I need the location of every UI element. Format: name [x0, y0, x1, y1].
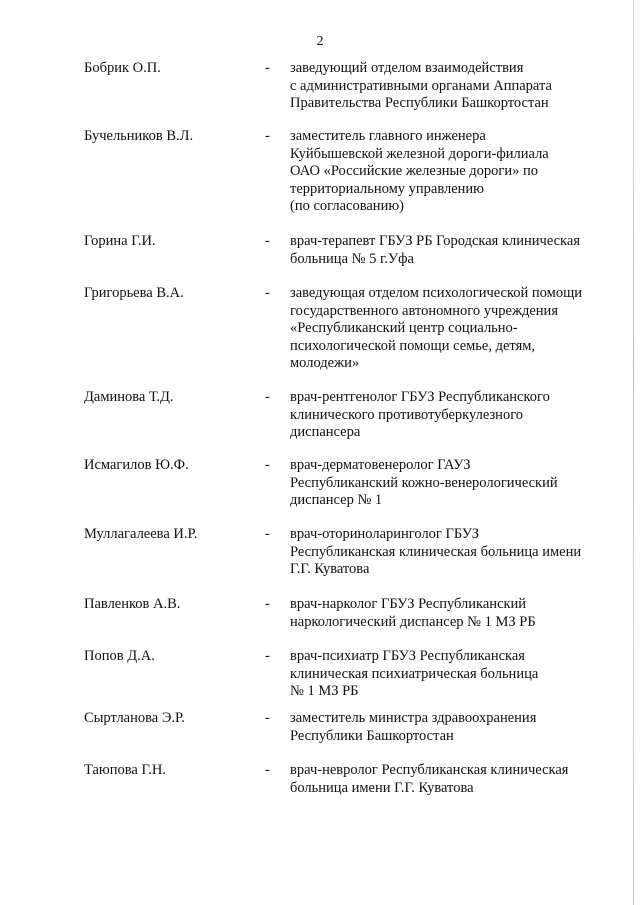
position-line: № 1 МЗ РБ	[290, 683, 359, 699]
member-position	[290, 648, 610, 701]
position-line: Республиканская клиническая больница имени	[290, 543, 582, 560]
position-line: Правительства Республики Башкортостан	[290, 95, 549, 111]
member-position	[290, 457, 610, 510]
position-line: молодежи»	[290, 355, 360, 371]
member-name: Сыртланова Э.Р.	[84, 710, 185, 726]
separator-dash: -	[265, 526, 270, 542]
position-line: наркологический диспансер № 1 МЗ РБ	[290, 613, 536, 630]
position-line: Республики Башкортостан	[290, 727, 454, 744]
separator-dash: -	[265, 762, 270, 778]
position-line: Г.Г. Куватова	[290, 561, 370, 577]
member-name: Даминова Т.Д.	[84, 389, 174, 405]
position-line: Куйбышевской железной дороги-филиала	[290, 145, 549, 162]
position-line: заместитель министра здравоохранения	[290, 710, 537, 726]
member-position	[290, 762, 610, 797]
separator-dash: -	[265, 596, 270, 612]
page-edge-shadow	[633, 0, 634, 905]
position-line: врач-психиатр ГБУЗ Республиканская	[290, 648, 525, 664]
member-name: Горина Г.И.	[84, 233, 156, 249]
position-line: ОАО «Российские железные дороги» по	[290, 163, 538, 179]
position-line: территориальному управлению	[290, 180, 485, 197]
position-line: заведующая отделом психологической помощи	[290, 285, 583, 301]
position-line: «Республиканский центр социально-	[290, 320, 518, 336]
member-position	[290, 710, 610, 745]
member-name: Муллагалеева И.Р.	[84, 526, 198, 542]
separator-dash: -	[265, 60, 270, 76]
member-position	[290, 285, 610, 373]
position-line: государственного автономного учреждения	[290, 302, 558, 319]
position-line: больница имени Г.Г. Куватова	[290, 779, 474, 796]
separator-dash: -	[265, 389, 270, 405]
position-line: психологической помощи семье, детям,	[290, 337, 536, 354]
member-position	[290, 389, 610, 442]
member-name: Бучельников В.Л.	[84, 128, 194, 144]
separator-dash: -	[265, 710, 270, 726]
member-position	[290, 60, 610, 113]
member-name: Исмагилов Ю.Ф.	[84, 457, 189, 473]
member-name: Попов Д.А.	[84, 648, 155, 664]
position-line: с административными органами Аппарата	[290, 77, 552, 94]
position-line: врач-нарколог ГБУЗ Республиканский	[290, 596, 527, 612]
member-name: Павленков А.В.	[84, 596, 181, 612]
position-line: заместитель главного инженера	[290, 128, 486, 144]
separator-dash: -	[265, 457, 270, 473]
position-line: диспансер № 1	[290, 492, 383, 508]
position-line: врач-терапевт ГБУЗ РБ Городская клиническая	[290, 233, 580, 249]
position-line: диспансера	[290, 424, 361, 440]
page-number: 2	[316, 34, 324, 49]
member-position	[290, 128, 610, 216]
member-position	[290, 233, 610, 268]
position-line: Республиканский кожно-венерологический	[290, 474, 558, 491]
member-name: Григорьева В.А.	[84, 285, 184, 301]
separator-dash: -	[265, 128, 270, 144]
position-line: врач-рентгенолог ГБУЗ Республиканского	[290, 389, 550, 405]
position-line: врач-дерматовенеролог ГАУЗ	[290, 457, 471, 473]
separator-dash: -	[265, 648, 270, 664]
position-line: клиническая психиатрическая больница	[290, 665, 539, 682]
member-position	[290, 526, 610, 579]
position-line: врач-оториноларинголог ГБУЗ	[290, 526, 480, 542]
separator-dash: -	[265, 285, 270, 301]
position-line: заведующий отделом взаимодействия	[290, 60, 524, 76]
position-line: врач-невролог Республиканская клиническая	[290, 762, 569, 778]
position-line: (по согласованию)	[290, 198, 404, 214]
position-line: больница № 5 г.Уфа	[290, 250, 414, 267]
separator-dash: -	[265, 233, 270, 249]
member-name: Таюпова Г.Н.	[84, 762, 166, 778]
member-position	[290, 596, 610, 631]
member-name: Бобрик О.П.	[84, 60, 161, 76]
position-line: клинического противотуберкулезного	[290, 406, 524, 423]
